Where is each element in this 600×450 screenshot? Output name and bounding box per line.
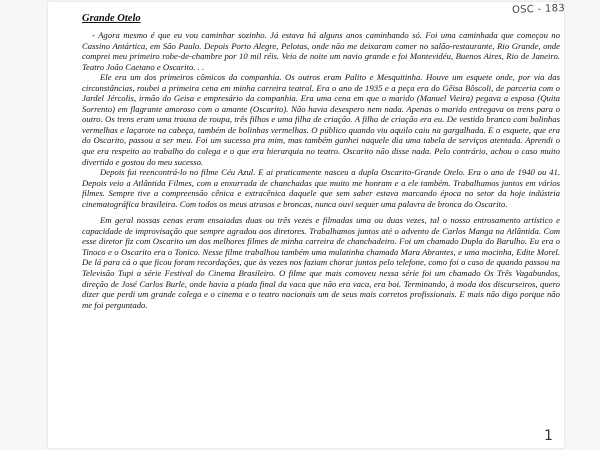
page-number: 1 xyxy=(544,428,553,444)
archive-reference-mark: OSC - 183 xyxy=(511,3,566,16)
paragraph-1: - Agora mesmo é que eu vou caminhar sozinho. Já estava há alguns anos caminhando só. Foi uma caminhada que começou no Cassino Antártica, em São Paulo. Depois Porto Alegre, Pelotas, onde não me deixaram comer no salão-restaurante, Rio Grande, onde comprei meu primeiro robe-de-chambre por 10 mil réis. Veio de noite um navio grande e foi Montevidéu, Buenos Aires, Rio de Janeiro. Teatro João Caetano e Oscarito. . . xyxy=(82,30,560,72)
document-body xyxy=(82,30,560,310)
document-title: Grande Otelo xyxy=(82,13,141,24)
paragraph-4: Em geral nossas cenas eram ensaiadas duas ou três vezes e filmadas uma ou duas vezes, tal o nosso entrosamento artístico e capacidade de improvisação que sempre agradou aos diretores. Trabalhamos juntos até o advento de Carlos Manga na Atlântida. Com esse diretor fiz com Oscarito um dos melhores filmes de minha carreira de chanchadeiro. Foi um chamado Dupla do Barulho. Eu era o Tinoco e o Oscarito era o Tonico. Nesse filme trabalhou também uma mulatinha chamada Mara Abrantes, e uma mocinha, Edite Morel. De lá para cá o que ficou foram recordações, que às vezes nos faziam chorar juntos pelo telefone, como foi o caso de quando passou na Televisão Tupi a série Festival do Cinema Brasileiro. O filme que mais comoveu nessa série foi um chamado Os Três Vagabundos, direção de José Carlos Burle, onde havia a piada final da vaca que não era vaca, era boi. Terminando, à moda dos discurseiros, quero dizer que perdi um grande colega e o cinema e o teatro nacionais um de seus mais corretos profissionais. E mais não digo porque não me foi perguntado. xyxy=(82,215,560,310)
paragraph-3: Depois fui reencontrá-lo no filme Céu Azul. E ai praticamente nasceu a dupla Oscarito-Grande Otelo. Era o ano de 1940 ou 41. Depois veio a Atlântida Filmes, com a enxurrada de chanchadas que muito me honram e a ele também. Trabalhamos juntos em vários filmes. Sempre tive a compreensão cênica e extracênica daquele que sem saber estava marcando época no setor da hoje indústria cinematográfica brasileira. Com todos os meus atrasos e broncas, nunca ouvi sequer uma palavra de bronca do Oscarito. xyxy=(82,167,560,209)
paragraph-2: Ele era um dos primeiros cômicos da companhia. Os outros eram Palito e Mesquitinha. Houve um esquete onde, por via das circunstâncias, roubei a primeira cena em minha carreira teatral. Era o ano de 1935 e a peça era do Gêisa Bôscoli, de parceria com o Jardel Jércolis, irmão do Geisa e empresário da companhia. Era uma cena em que o marido (Manuel Vieira) pegava a esposa (Quita Sorrento) em flagrante amoroso com o amante (Oscarito). Não havia desespero nem nada. Apenas o marido entregava os trens para o outro. Os trens eram uma trouxa de roupa, três filhos e uma filha de criação. A filha de criação era eu. De vestido branco com bolinhas vermelhas e laçarote na cabeça, também de bolinhas vermelhas. O público quando viu aquilo caiu na gargalhada. E o esquete, que era do Oscarito, passou a ser meu. Foi um sucesso pra mim, mas também ganhei naquele dia uma tabela de serviços atentada. Aprendi o que era respeito ao trabalho do colega e o que era hierarquia no teatro. Oscarito não disse nada. Pelo contrário, achou o caso muito divertido e gostou do meu sucesso. xyxy=(82,72,560,167)
